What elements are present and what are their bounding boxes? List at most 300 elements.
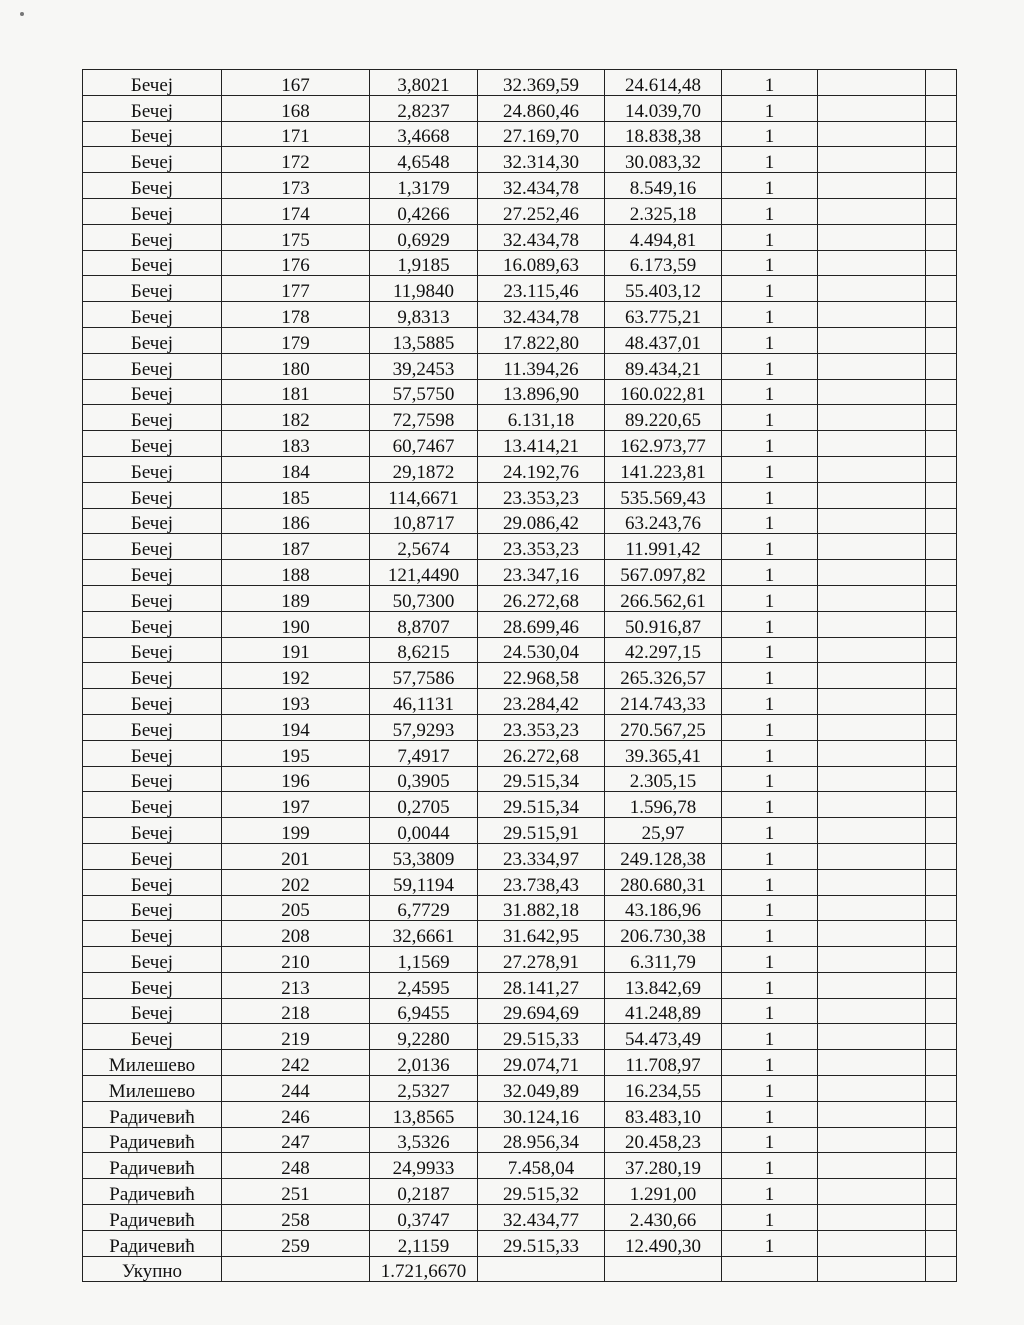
parcel-number-cell: 182	[222, 405, 370, 431]
cadastral-municipality-cell: Бечеј	[83, 276, 222, 302]
parcel-number-cell: 251	[222, 1179, 370, 1205]
amount-cell: 39.365,41	[605, 740, 722, 766]
empty-cell	[926, 998, 957, 1024]
area-cell: 9,8313	[370, 302, 478, 328]
amount-cell: 4.494,81	[605, 224, 722, 250]
cadastral-municipality-cell: Бечеј	[83, 998, 222, 1024]
empty-cell	[818, 792, 926, 818]
unit-price-cell: 22.968,58	[478, 663, 605, 689]
unit-price-cell: 32.434,78	[478, 173, 605, 199]
cadastral-municipality-cell: Бечеј	[83, 508, 222, 534]
area-cell: 3,4668	[370, 121, 478, 147]
total-area: 1.721,6670	[370, 1256, 478, 1282]
area-cell: 0,6929	[370, 224, 478, 250]
cadastral-municipality-cell: Радичевић	[83, 1179, 222, 1205]
cadastral-municipality-cell: Бечеј	[83, 405, 222, 431]
cadastral-municipality-cell: Бечеј	[83, 302, 222, 328]
empty-cell	[818, 560, 926, 586]
table-row	[83, 585, 957, 611]
empty-cell	[818, 947, 926, 973]
empty-cell	[926, 947, 957, 973]
empty-cell	[818, 353, 926, 379]
parcel-number-cell: 177	[222, 276, 370, 302]
empty-cell	[926, 611, 957, 637]
amount-cell: 48.437,01	[605, 327, 722, 353]
share-cell: 1	[722, 379, 818, 405]
table-row	[83, 95, 957, 121]
cadastral-municipality-cell: Бечеј	[83, 560, 222, 586]
empty-cell	[926, 560, 957, 586]
table-row	[83, 714, 957, 740]
area-cell: 0,2187	[370, 1179, 478, 1205]
cadastral-municipality-cell: Бечеј	[83, 766, 222, 792]
empty-cell	[818, 714, 926, 740]
empty-cell	[926, 456, 957, 482]
cadastral-municipality-cell: Радичевић	[83, 1205, 222, 1231]
amount-cell: 1.596,78	[605, 792, 722, 818]
empty-cell	[926, 1076, 957, 1102]
cadastral-municipality-cell: Бечеј	[83, 663, 222, 689]
area-cell: 24,9933	[370, 1153, 478, 1179]
empty-cell	[818, 1076, 926, 1102]
empty-cell	[926, 972, 957, 998]
amount-cell: 162.973,77	[605, 431, 722, 457]
empty-cell	[926, 921, 957, 947]
unit-price-cell: 29.515,34	[478, 792, 605, 818]
empty-cell	[818, 843, 926, 869]
empty-cell	[926, 766, 957, 792]
share-cell: 1	[722, 972, 818, 998]
amount-cell: 6.311,79	[605, 947, 722, 973]
unit-price-cell: 29.515,34	[478, 766, 605, 792]
share-cell: 1	[722, 1153, 818, 1179]
unit-price-cell: 28.141,27	[478, 972, 605, 998]
empty-cell	[926, 1256, 957, 1282]
area-cell: 3,8021	[370, 70, 478, 96]
amount-cell: 214.743,33	[605, 689, 722, 715]
unit-price-cell: 13.414,21	[478, 431, 605, 457]
amount-cell: 265.326,57	[605, 663, 722, 689]
share-cell: 1	[722, 921, 818, 947]
cadastral-municipality-cell: Бечеј	[83, 379, 222, 405]
parcel-number-cell: 199	[222, 818, 370, 844]
empty-cell	[818, 1127, 926, 1153]
empty-cell	[818, 1179, 926, 1205]
share-cell: 1	[722, 1179, 818, 1205]
parcel-number-cell: 192	[222, 663, 370, 689]
empty-cell	[818, 95, 926, 121]
share-cell: 1	[722, 611, 818, 637]
share-cell: 1	[722, 1230, 818, 1256]
empty-cell	[926, 843, 957, 869]
cadastral-municipality-cell: Бечеј	[83, 818, 222, 844]
unit-price-cell: 32.434,77	[478, 1205, 605, 1231]
cadastral-municipality-cell: Радичевић	[83, 1230, 222, 1256]
empty-cell	[818, 198, 926, 224]
empty-cell	[926, 198, 957, 224]
area-cell: 0,0044	[370, 818, 478, 844]
parcel-number-cell: 219	[222, 1024, 370, 1050]
parcel-number-cell: 213	[222, 972, 370, 998]
empty-cell	[926, 327, 957, 353]
amount-cell: 54.473,49	[605, 1024, 722, 1050]
cadastral-municipality-cell: Милешево	[83, 1076, 222, 1102]
cadastral-municipality-cell: Бечеј	[83, 431, 222, 457]
cadastral-municipality-cell: Радичевић	[83, 1127, 222, 1153]
area-cell: 2,0136	[370, 1050, 478, 1076]
amount-cell: 42.297,15	[605, 637, 722, 663]
share-cell: 1	[722, 1050, 818, 1076]
empty-cell	[722, 1256, 818, 1282]
cadastral-municipality-cell: Бечеј	[83, 611, 222, 637]
cadastral-municipality-cell: Радичевић	[83, 1153, 222, 1179]
parcel-number-cell: 210	[222, 947, 370, 973]
cadastral-municipality-cell: Бечеј	[83, 689, 222, 715]
share-cell: 1	[722, 482, 818, 508]
cadastral-municipality-cell: Бечеј	[83, 224, 222, 250]
table-row	[83, 276, 957, 302]
parcel-number-cell: 193	[222, 689, 370, 715]
area-cell: 11,9840	[370, 276, 478, 302]
unit-price-cell: 32.314,30	[478, 147, 605, 173]
empty-cell	[818, 379, 926, 405]
area-cell: 39,2453	[370, 353, 478, 379]
empty-cell	[926, 302, 957, 328]
amount-cell: 25,97	[605, 818, 722, 844]
empty-cell	[926, 1153, 957, 1179]
area-cell: 2,5327	[370, 1076, 478, 1102]
table-row	[83, 1050, 957, 1076]
area-cell: 1,9185	[370, 250, 478, 276]
share-cell: 1	[722, 70, 818, 96]
empty-cell	[818, 1024, 926, 1050]
empty-cell	[926, 792, 957, 818]
parcel-number-cell: 195	[222, 740, 370, 766]
parcel-number-cell: 176	[222, 250, 370, 276]
share-cell: 1	[722, 198, 818, 224]
empty-cell	[818, 508, 926, 534]
empty-cell	[818, 173, 926, 199]
share-cell: 1	[722, 327, 818, 353]
parcel-number-cell: 247	[222, 1127, 370, 1153]
share-cell: 1	[722, 1205, 818, 1231]
amount-cell: 6.173,59	[605, 250, 722, 276]
parcel-number-cell: 167	[222, 70, 370, 96]
share-cell: 1	[722, 405, 818, 431]
unit-price-cell: 24.530,04	[478, 637, 605, 663]
table-row	[83, 663, 957, 689]
empty-cell	[926, 147, 957, 173]
amount-cell: 18.838,38	[605, 121, 722, 147]
share-cell: 1	[722, 147, 818, 173]
unit-price-cell: 28.699,46	[478, 611, 605, 637]
table-row	[83, 1179, 957, 1205]
unit-price-cell: 23.353,23	[478, 714, 605, 740]
unit-price-cell: 23.353,23	[478, 482, 605, 508]
share-cell: 1	[722, 534, 818, 560]
cadastral-municipality-cell: Бечеј	[83, 198, 222, 224]
area-cell: 114,6671	[370, 482, 478, 508]
unit-price-cell: 17.822,80	[478, 327, 605, 353]
parcel-table-body	[83, 70, 957, 1282]
unit-price-cell: 29.074,71	[478, 1050, 605, 1076]
area-cell: 1,3179	[370, 173, 478, 199]
empty-cell	[926, 1230, 957, 1256]
share-cell: 1	[722, 1024, 818, 1050]
empty-cell	[818, 147, 926, 173]
empty-cell	[926, 1179, 957, 1205]
amount-cell: 535.569,43	[605, 482, 722, 508]
unit-price-cell: 23.353,23	[478, 534, 605, 560]
amount-cell: 63.243,76	[605, 508, 722, 534]
amount-cell: 8.549,16	[605, 173, 722, 199]
table-row	[83, 147, 957, 173]
table-row	[83, 1101, 957, 1127]
total-label: Укупно	[83, 1256, 222, 1282]
empty-cell	[818, 766, 926, 792]
unit-price-cell: 27.252,46	[478, 198, 605, 224]
table-row	[83, 792, 957, 818]
amount-cell: 567.097,82	[605, 560, 722, 586]
empty-cell	[926, 276, 957, 302]
empty-cell	[926, 1101, 957, 1127]
share-cell: 1	[722, 1127, 818, 1153]
table-row	[83, 173, 957, 199]
amount-cell: 2.430,66	[605, 1205, 722, 1231]
unit-price-cell: 29.515,91	[478, 818, 605, 844]
empty-cell	[926, 895, 957, 921]
area-cell: 9,2280	[370, 1024, 478, 1050]
parcel-number-cell: 178	[222, 302, 370, 328]
unit-price-cell: 32.434,78	[478, 224, 605, 250]
amount-cell: 16.234,55	[605, 1076, 722, 1102]
empty-cell	[818, 818, 926, 844]
amount-cell: 270.567,25	[605, 714, 722, 740]
unit-price-cell: 30.124,16	[478, 1101, 605, 1127]
amount-cell: 55.403,12	[605, 276, 722, 302]
parcel-number-cell: 179	[222, 327, 370, 353]
empty-cell	[818, 327, 926, 353]
unit-price-cell: 23.115,46	[478, 276, 605, 302]
parcel-number-cell: 173	[222, 173, 370, 199]
cadastral-municipality-cell: Бечеј	[83, 921, 222, 947]
parcel-number-cell: 196	[222, 766, 370, 792]
unit-price-cell: 31.882,18	[478, 895, 605, 921]
area-cell: 46,1131	[370, 689, 478, 715]
empty-cell	[926, 379, 957, 405]
share-cell: 1	[722, 792, 818, 818]
cadastral-municipality-cell: Бечеј	[83, 353, 222, 379]
share-cell: 1	[722, 353, 818, 379]
empty-cell	[818, 1205, 926, 1231]
area-cell: 50,7300	[370, 585, 478, 611]
table-row	[83, 70, 957, 96]
cadastral-municipality-cell: Бечеј	[83, 482, 222, 508]
cadastral-municipality-cell: Бечеј	[83, 895, 222, 921]
parcel-number-cell: 202	[222, 869, 370, 895]
table-row	[83, 1024, 957, 1050]
table-row	[83, 534, 957, 560]
empty-cell	[926, 689, 957, 715]
share-cell: 1	[722, 276, 818, 302]
area-cell: 59,1194	[370, 869, 478, 895]
amount-cell: 11.991,42	[605, 534, 722, 560]
unit-price-cell: 29.086,42	[478, 508, 605, 534]
parcel-number-cell: 175	[222, 224, 370, 250]
table-row	[83, 972, 957, 998]
share-cell: 1	[722, 998, 818, 1024]
share-cell: 1	[722, 250, 818, 276]
empty-cell	[926, 431, 957, 457]
empty-cell	[926, 1205, 957, 1231]
share-cell: 1	[722, 663, 818, 689]
empty-cell	[926, 224, 957, 250]
empty-cell	[818, 869, 926, 895]
cadastral-municipality-cell: Бечеј	[83, 585, 222, 611]
table-row	[83, 611, 957, 637]
area-cell: 0,2705	[370, 792, 478, 818]
amount-cell: 141.223,81	[605, 456, 722, 482]
empty-cell	[818, 276, 926, 302]
table-row	[83, 456, 957, 482]
parcel-number-cell: 172	[222, 147, 370, 173]
amount-cell: 13.842,69	[605, 972, 722, 998]
cadastral-municipality-cell: Бечеј	[83, 637, 222, 663]
amount-cell: 63.775,21	[605, 302, 722, 328]
amount-cell: 266.562,61	[605, 585, 722, 611]
table-row	[83, 250, 957, 276]
unit-price-cell: 29.694,69	[478, 998, 605, 1024]
area-cell: 32,6661	[370, 921, 478, 947]
empty-cell	[926, 353, 957, 379]
table-row	[83, 508, 957, 534]
table-row	[83, 327, 957, 353]
unit-price-cell: 31.642,95	[478, 921, 605, 947]
share-cell: 1	[722, 895, 818, 921]
amount-cell: 14.039,70	[605, 95, 722, 121]
amount-cell: 24.614,48	[605, 70, 722, 96]
cadastral-municipality-cell: Бечеј	[83, 740, 222, 766]
empty-cell	[926, 663, 957, 689]
scan-speck	[20, 12, 24, 16]
parcel-number-cell: 218	[222, 998, 370, 1024]
table-row	[83, 766, 957, 792]
area-cell: 6,9455	[370, 998, 478, 1024]
parcel-number-cell: 201	[222, 843, 370, 869]
parcel-number-cell: 258	[222, 1205, 370, 1231]
unit-price-cell: 27.278,91	[478, 947, 605, 973]
parcel-number-cell: 246	[222, 1101, 370, 1127]
empty-cell	[818, 611, 926, 637]
empty-cell	[926, 818, 957, 844]
cadastral-municipality-cell: Радичевић	[83, 1101, 222, 1127]
empty-cell	[818, 456, 926, 482]
table-row	[83, 869, 957, 895]
empty-cell	[926, 250, 957, 276]
share-cell: 1	[722, 869, 818, 895]
cadastral-municipality-cell: Бечеј	[83, 792, 222, 818]
empty-cell	[926, 405, 957, 431]
parcel-table	[82, 69, 957, 1282]
area-cell: 2,5674	[370, 534, 478, 560]
empty-cell	[926, 482, 957, 508]
amount-cell: 20.458,23	[605, 1127, 722, 1153]
empty-cell	[818, 1101, 926, 1127]
amount-cell: 83.483,10	[605, 1101, 722, 1127]
share-cell: 1	[722, 560, 818, 586]
area-cell: 2,4595	[370, 972, 478, 998]
unit-price-cell: 28.956,34	[478, 1127, 605, 1153]
empty-cell	[818, 637, 926, 663]
share-cell: 1	[722, 224, 818, 250]
area-cell: 1,1569	[370, 947, 478, 973]
area-cell: 121,4490	[370, 560, 478, 586]
area-cell: 8,8707	[370, 611, 478, 637]
share-cell: 1	[722, 1076, 818, 1102]
cadastral-municipality-cell: Бечеј	[83, 869, 222, 895]
table-row	[83, 1153, 957, 1179]
area-cell: 3,5326	[370, 1127, 478, 1153]
area-cell: 8,6215	[370, 637, 478, 663]
amount-cell: 89.220,65	[605, 405, 722, 431]
parcel-number-cell: 181	[222, 379, 370, 405]
amount-cell: 160.022,81	[605, 379, 722, 405]
area-cell: 2,8237	[370, 95, 478, 121]
share-cell: 1	[722, 947, 818, 973]
share-cell: 1	[722, 689, 818, 715]
empty-cell	[818, 224, 926, 250]
table-row	[83, 1205, 957, 1231]
table-row	[83, 1076, 957, 1102]
parcel-number-cell: 205	[222, 895, 370, 921]
table-row	[83, 921, 957, 947]
unit-price-cell: 23.347,16	[478, 560, 605, 586]
table-row	[83, 895, 957, 921]
share-cell: 1	[722, 95, 818, 121]
cadastral-municipality-cell: Бечеј	[83, 972, 222, 998]
empty-cell	[818, 302, 926, 328]
empty-cell	[818, 1050, 926, 1076]
unit-price-cell: 7.458,04	[478, 1153, 605, 1179]
cadastral-municipality-cell: Бечеј	[83, 173, 222, 199]
cadastral-municipality-cell: Бечеј	[83, 534, 222, 560]
table-row	[83, 740, 957, 766]
empty-cell	[818, 1153, 926, 1179]
amount-cell: 43.186,96	[605, 895, 722, 921]
share-cell: 1	[722, 740, 818, 766]
empty-cell	[818, 585, 926, 611]
parcel-number-cell: 184	[222, 456, 370, 482]
empty-cell	[926, 508, 957, 534]
amount-cell: 12.490,30	[605, 1230, 722, 1256]
cadastral-municipality-cell: Бечеј	[83, 95, 222, 121]
empty-cell	[818, 972, 926, 998]
share-cell: 1	[722, 766, 818, 792]
table-row	[83, 198, 957, 224]
area-cell: 7,4917	[370, 740, 478, 766]
table-row	[83, 637, 957, 663]
table-row	[83, 353, 957, 379]
empty-cell	[818, 921, 926, 947]
parcel-number-cell: 190	[222, 611, 370, 637]
amount-cell: 2.305,15	[605, 766, 722, 792]
empty-cell	[818, 1230, 926, 1256]
cadastral-municipality-cell: Бечеј	[83, 327, 222, 353]
table-row	[83, 689, 957, 715]
empty-cell	[818, 121, 926, 147]
unit-price-cell: 11.394,26	[478, 353, 605, 379]
table-row	[83, 947, 957, 973]
